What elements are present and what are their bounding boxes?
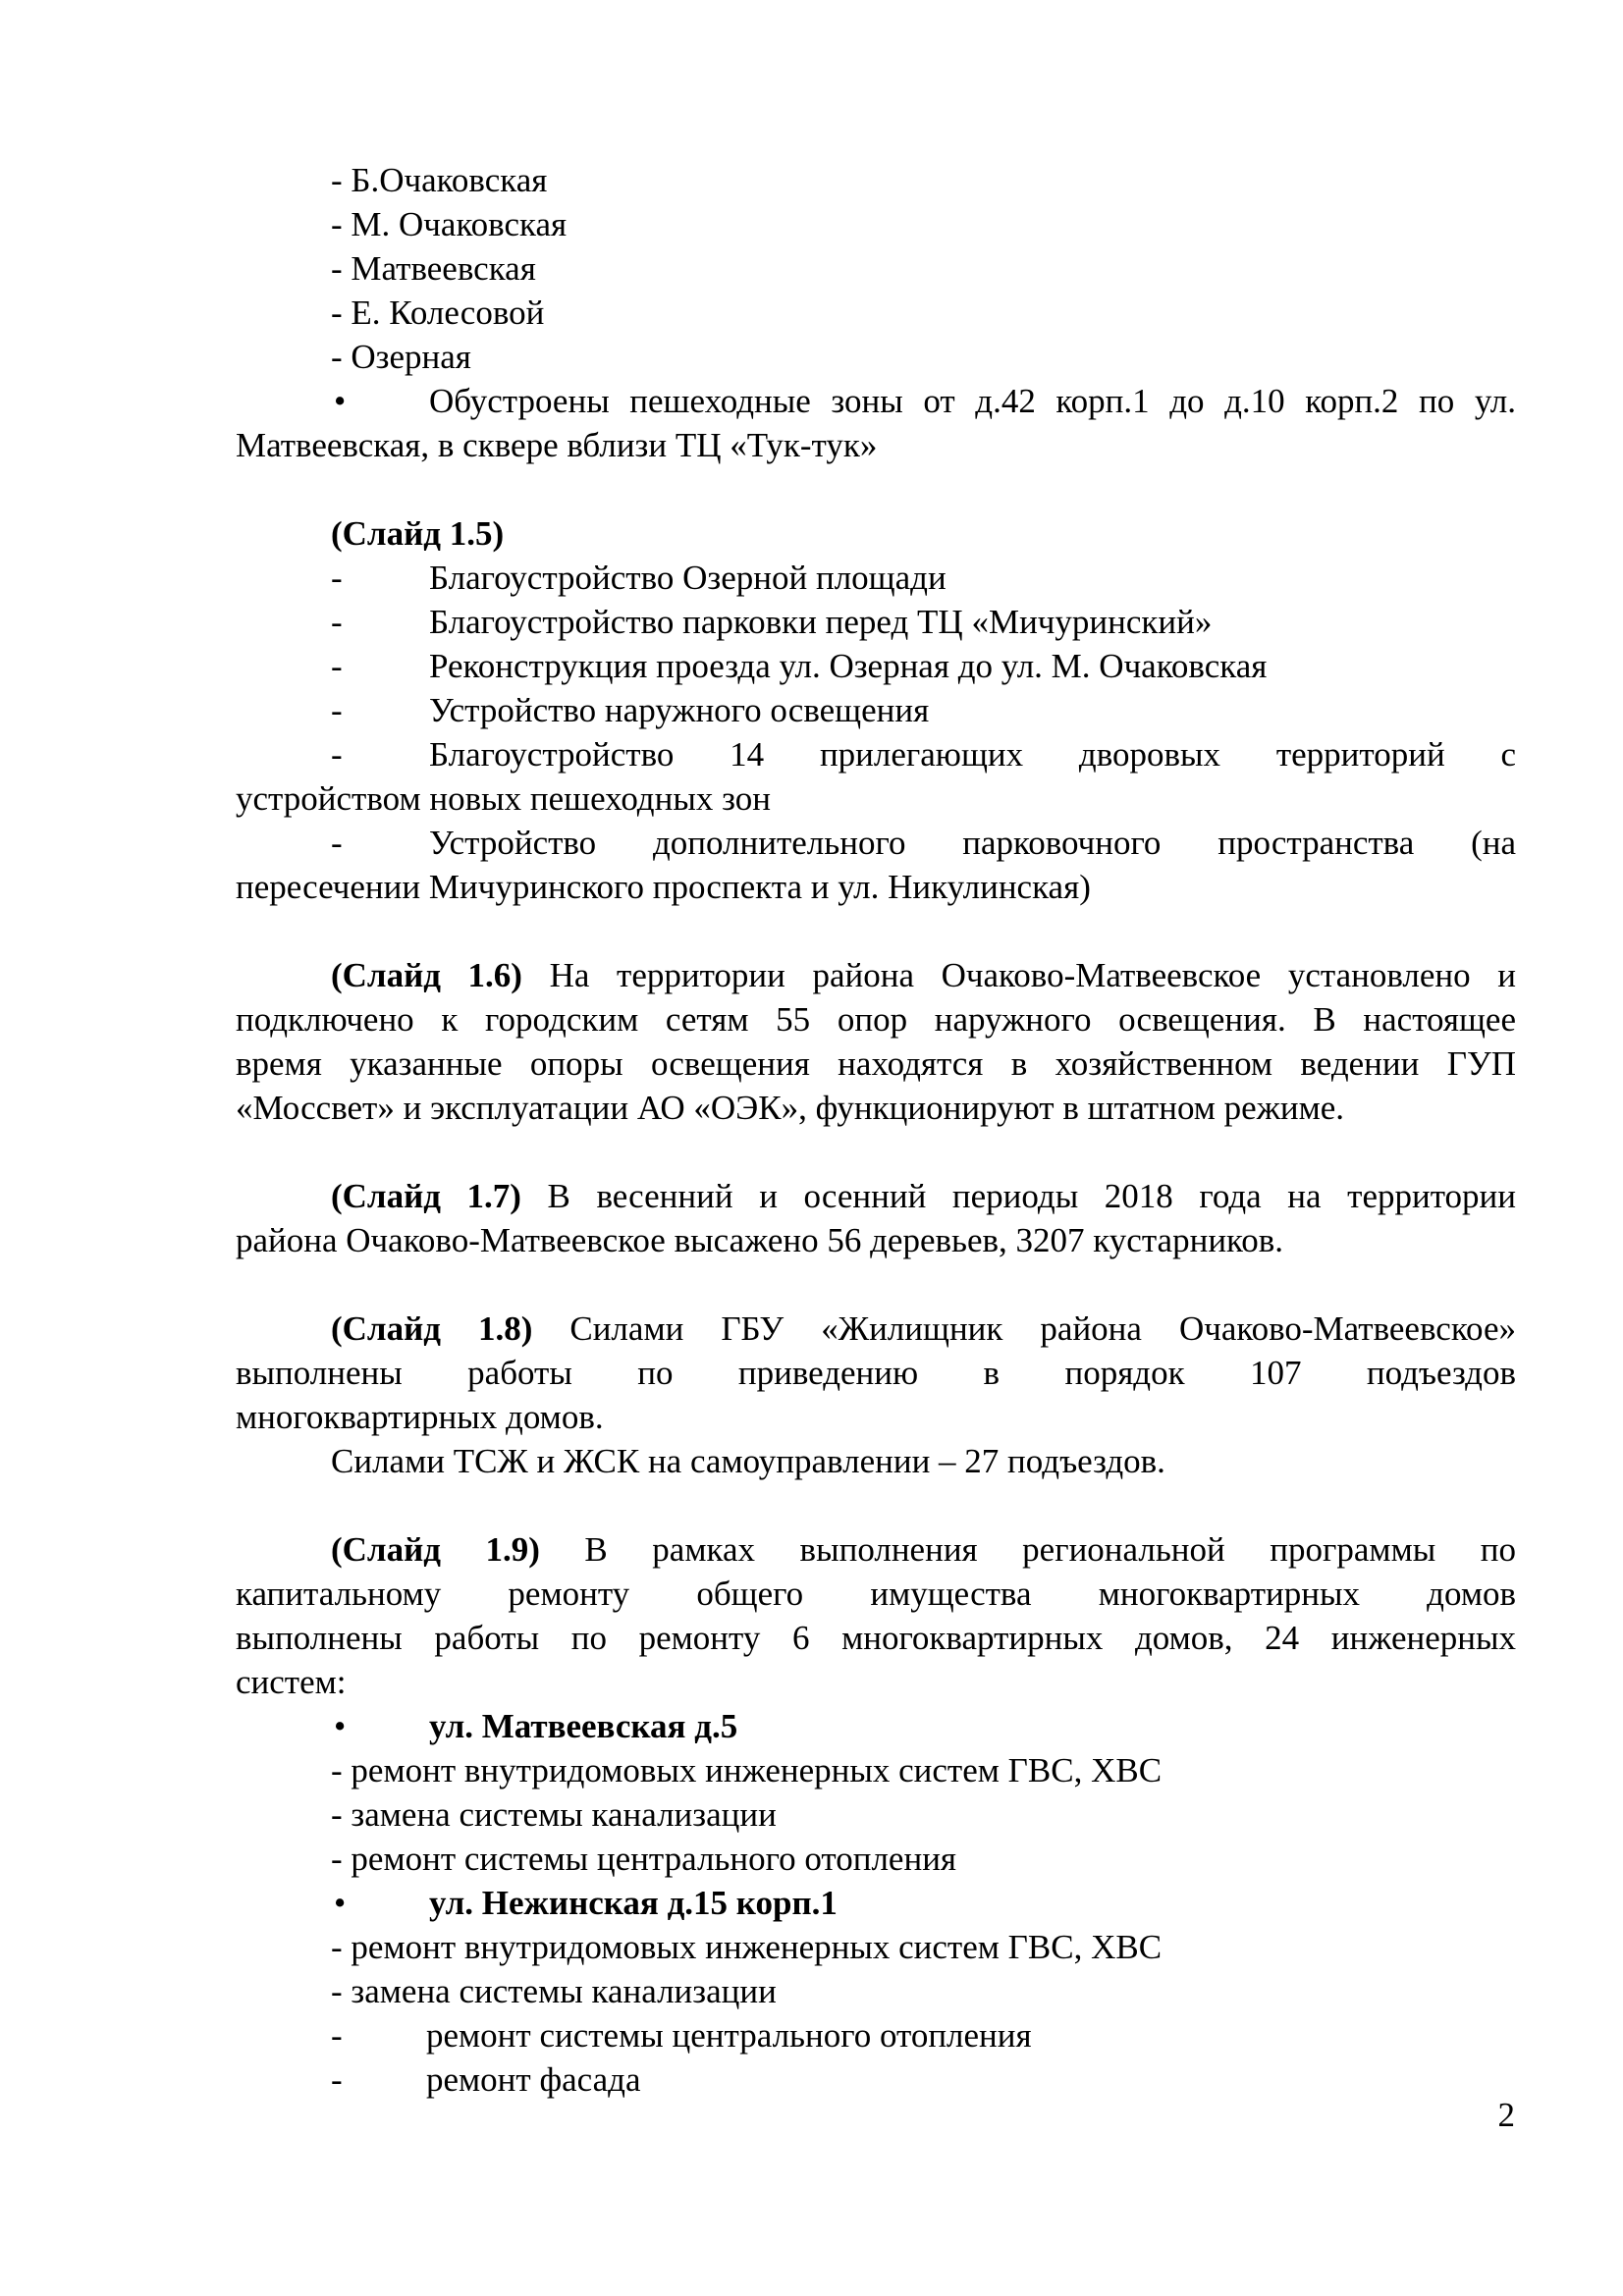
work-item: - ремонт системы центрального отопления bbox=[331, 1840, 957, 1878]
list-item-text: Устройство дополнительного парковочного пространства (на bbox=[429, 824, 1516, 862]
bullet-marker: • bbox=[334, 1707, 347, 1745]
house-item bbox=[236, 1881, 1516, 2102]
list-item bbox=[236, 644, 1516, 688]
work-item bbox=[236, 2057, 1516, 2102]
slide-label: (Слайд 1.7) bbox=[331, 1177, 521, 1215]
house-title: ул. Нежинская д.15 корп.1 bbox=[429, 1884, 838, 1922]
slide-1-9-paragraph bbox=[236, 1527, 1516, 2102]
slide-heading: (Слайд 1.5) bbox=[331, 514, 505, 553]
list-item bbox=[236, 821, 1516, 909]
paragraph-line: выполнены работы по ремонту 6 многоквартирных домов, 24 инженерных bbox=[236, 1619, 1516, 1657]
paragraph-text: В весенний и осенний периоды 2018 года на территории bbox=[520, 1177, 1516, 1215]
dash-marker: - bbox=[331, 2060, 343, 2099]
slide-1-5-section bbox=[236, 511, 1516, 909]
list-item-text: пересечении Мичуринского проспекта и ул. Никулинская) bbox=[236, 868, 1091, 906]
pedestrian-line: Обустроены пешеходные зоны от д.42 корп.1 до д.10 корп.2 по ул. bbox=[429, 382, 1516, 420]
paragraph-line: района Очаково-Матвеевское высажено 56 деревьев, 3207 кустарников. bbox=[236, 1221, 1284, 1259]
work-item: - замена системы канализации bbox=[331, 1972, 777, 2010]
dash-marker: - bbox=[331, 824, 343, 862]
street-item: - Е. Колесовой bbox=[331, 294, 545, 332]
paragraph-line: «Моссвет» и эксплуатации АО «ОЭК», функционируют в штатном режиме. bbox=[236, 1089, 1345, 1127]
dash-marker: - bbox=[331, 691, 343, 729]
dash-marker: - bbox=[331, 2016, 343, 2055]
list-item bbox=[236, 732, 1516, 821]
list-item bbox=[236, 688, 1516, 732]
bullet-marker: • bbox=[334, 382, 347, 420]
list-item bbox=[236, 600, 1516, 644]
paragraph-text: На территории района Очаково-Матвеевское установлено и bbox=[521, 956, 1516, 994]
paragraph-line: время указанные опоры освещения находятся в хозяйственном ведении ГУП bbox=[236, 1044, 1516, 1083]
paragraph-line: многоквартирных домов. bbox=[236, 1398, 604, 1436]
work-item bbox=[236, 2013, 1516, 2057]
street-list bbox=[236, 158, 1516, 379]
dash-marker: - bbox=[331, 647, 343, 685]
list-item bbox=[236, 556, 1516, 600]
paragraph-line: подключено к городским сетям 55 опор наружного освещения. В настоящее bbox=[236, 1000, 1516, 1039]
pedestrian-zones-item bbox=[236, 379, 1516, 467]
work-item-text: ремонт фасада bbox=[426, 2060, 641, 2099]
slide-1-6-paragraph bbox=[236, 953, 1516, 1130]
paragraph-line: Силами ТСЖ и ЖСК на самоуправлении – 27 подъездов. bbox=[331, 1442, 1165, 1480]
paragraph-line: выполнены работы по приведению в порядок 107 подъездов bbox=[236, 1354, 1516, 1392]
street-item: - Матвеевская bbox=[331, 249, 536, 288]
house-item bbox=[236, 1704, 1516, 1881]
house-title: ул. Матвеевская д.5 bbox=[429, 1707, 738, 1745]
street-item: - М. Очаковская bbox=[331, 205, 568, 243]
page-number: 2 bbox=[1497, 2096, 1515, 2134]
work-item: - ремонт внутридомовых инженерных систем ГВС, ХВС bbox=[331, 1928, 1163, 1966]
list-item-text: Устройство наружного освещения bbox=[429, 691, 930, 729]
work-item: - ремонт внутридомовых инженерных систем ГВС, ХВС bbox=[331, 1751, 1163, 1789]
work-item-text: ремонт системы центрального отопления bbox=[426, 2016, 1032, 2055]
list-item-text: Благоустройство парковки перед ТЦ «Мичуринский» bbox=[429, 603, 1213, 641]
dash-marker: - bbox=[331, 559, 343, 597]
slide-label: (Слайд 1.6) bbox=[331, 956, 522, 994]
slide-1-8-paragraph bbox=[236, 1307, 1516, 1483]
paragraph-text: В рамках выполнения региональной программы по bbox=[539, 1530, 1517, 1569]
list-item-text: Реконструкция проезда ул. Озерная до ул. М. Очаковская bbox=[429, 647, 1268, 685]
street-item: - Б.Очаковская bbox=[331, 161, 548, 199]
slide-label: (Слайд 1.8) bbox=[331, 1309, 533, 1348]
document-body bbox=[236, 158, 1516, 2102]
paragraph-text: Силами ГБУ «Жилищник района Очаково-Матвеевское» bbox=[532, 1309, 1517, 1348]
dash-marker: - bbox=[331, 603, 343, 641]
dash-marker: - bbox=[331, 735, 343, 774]
paragraph-line: капитальному ремонту общего имущества многоквартирных домов bbox=[236, 1575, 1516, 1613]
list-item-text: устройством новых пешеходных зон bbox=[236, 779, 771, 818]
list-item-text: Благоустройство Озерной площади bbox=[429, 559, 947, 597]
work-item: - замена системы канализации bbox=[331, 1795, 777, 1834]
street-item: - Озерная bbox=[331, 338, 471, 376]
slide-label: (Слайд 1.9) bbox=[331, 1530, 540, 1569]
list-item-text: Благоустройство 14 прилегающих дворовых территорий с bbox=[429, 735, 1516, 774]
bullet-marker: • bbox=[334, 1884, 347, 1922]
paragraph-line: систем: bbox=[236, 1663, 347, 1701]
slide-1-7-paragraph bbox=[236, 1174, 1516, 1262]
pedestrian-line: Матвеевская, в сквере вблизи ТЦ «Тук-тук» bbox=[236, 426, 878, 464]
